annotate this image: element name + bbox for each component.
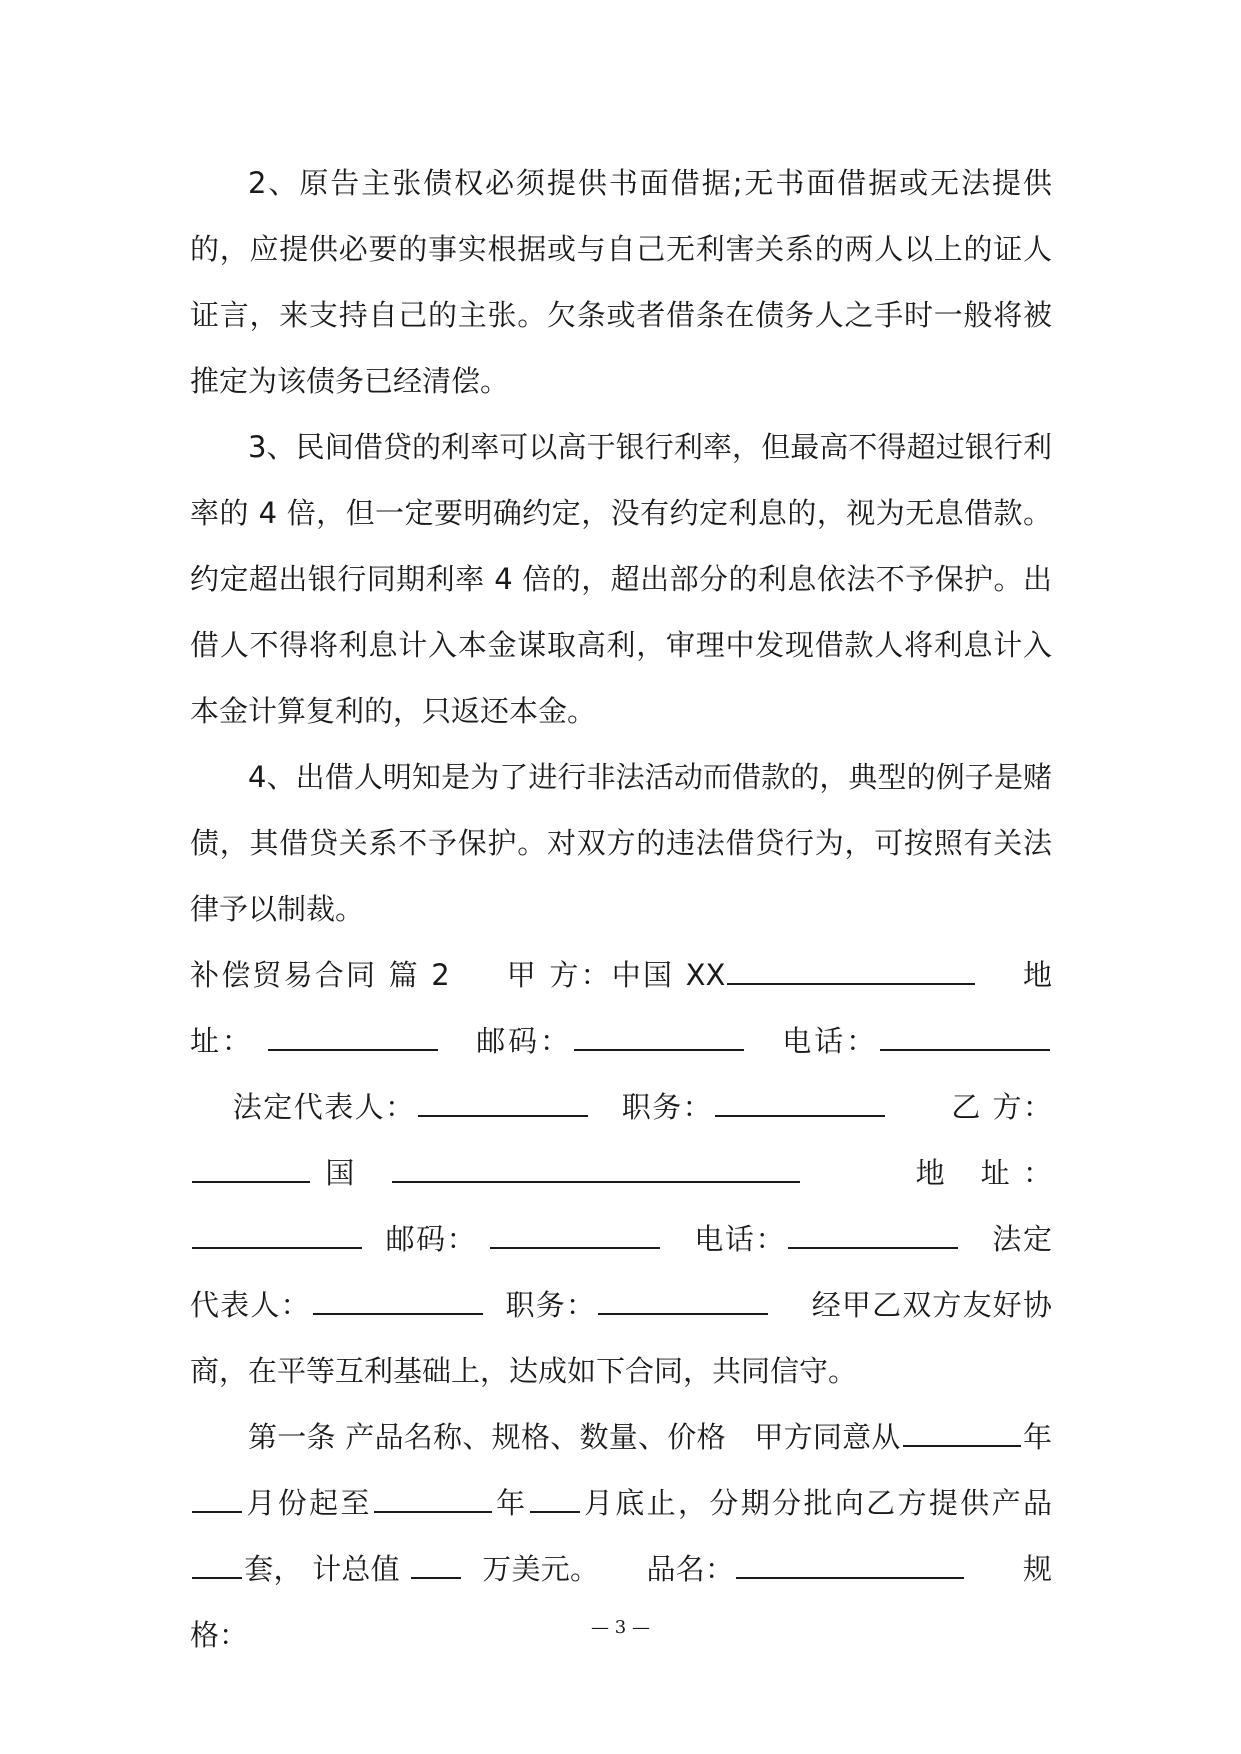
- paragraph-4: 4、出借人明知是为了进行非法活动而借款的，典型的例子是赌债，其借贷关系不予保护。对双方的违法借贷行为，可按照有关法律予以制裁。: [190, 760, 1052, 926]
- party-a-blank: [727, 951, 975, 985]
- article-1-text-a: 甲方同意从: [754, 1420, 901, 1454]
- party-b-postcode-blank: [490, 1215, 660, 1249]
- article-1-text-c: 月底止，分期分批向乙方提供产品: [581, 1486, 1052, 1520]
- party-a-phone-label: 电话：: [782, 1024, 878, 1058]
- party-b-phone-label: 电话：: [694, 1222, 787, 1256]
- start-year-label: 年: [1022, 1420, 1052, 1454]
- end-month-blank: [530, 1479, 580, 1513]
- paragraph-3: 3、民间借贷的利率可以高于银行利率，但最高不得超过银行利率的 4 倍，但一定要明确约定，没有约定利息的，视为无息借款。约定超出银行同期利率 4 倍的，超出部分的利息依法不予保护。出借人不得将利息计入本金谋取高利，审理中发现借款人将利息计入本金计算复利的，只返还本金。: [190, 430, 1052, 728]
- start-month-blank: [192, 1479, 242, 1513]
- party-b-legal-rep-blank: [313, 1281, 483, 1315]
- party-b-position-blank: [598, 1281, 768, 1315]
- article-1-title: 第一条 产品名称、规格、数量、价格: [248, 1420, 726, 1454]
- product-sets-blank: [192, 1545, 242, 1579]
- party-b-label: 乙 方：: [951, 1090, 1052, 1124]
- party-b-name-blank: [392, 1149, 800, 1183]
- party-a-postcode-blank: [574, 1017, 744, 1051]
- page-number: — 3 —: [591, 1617, 650, 1638]
- article-1-text-b: 月份起至: [244, 1486, 372, 1520]
- party-b-legal-rep-label: 法定代表人：: [190, 1222, 1052, 1322]
- party-a-legal-rep-blank: [418, 1083, 588, 1117]
- document-body: [190, 150, 1052, 1668]
- paragraph-2: 2、原告主张债权必须提供书面借据;无书面借据或无法提供的，应提供必要的事实根据或与自己无利害关系的两人以上的证人证言，来支持自己的主张。欠条或者借条在债务人之手时一般将被推定为该债务已经清偿。: [190, 166, 1052, 398]
- spec-label: 规格：: [190, 1552, 1052, 1652]
- party-a-address-blank: [268, 1017, 438, 1051]
- contract-heading: 补偿贸易合同 篇 2: [190, 958, 450, 992]
- product-name-blank: [736, 1545, 964, 1579]
- party-b-position-label: 职务：: [505, 1288, 597, 1322]
- party-b-address-blank: [192, 1215, 362, 1249]
- party-a-postcode-label: 邮码：: [476, 1024, 572, 1058]
- party-b-country-suffix: 国: [312, 1156, 368, 1190]
- contract-intro: 经甲乙双方友好协商，在平等互利基础上，达成如下合同，共同信守。: [190, 1288, 1052, 1388]
- product-name-label: 品名：: [646, 1552, 735, 1586]
- party-a-label: 甲 方：中国 XX: [506, 958, 726, 992]
- total-value-label: 计总值: [312, 1552, 400, 1586]
- contract-header-block: [190, 942, 1052, 1404]
- party-b-postcode-label: 邮码：: [385, 1222, 478, 1256]
- total-value-blank: [411, 1545, 461, 1579]
- party-a-phone-blank: [880, 1017, 1050, 1051]
- end-year-blank: [374, 1479, 492, 1513]
- party-b-address-label: 地 址：: [915, 1156, 1052, 1190]
- usd-label: 万美元。: [482, 1552, 600, 1586]
- party-a-position-blank: [715, 1083, 885, 1117]
- party-a-position-label: 职务：: [621, 1090, 714, 1124]
- party-a-address-label: 地 址：: [190, 958, 1053, 1058]
- party-a-legal-rep-label: 法定代表人：: [232, 1090, 416, 1124]
- sets-label: 套，: [244, 1552, 303, 1586]
- party-b-country-blank: [192, 1149, 310, 1183]
- end-year-label: 年: [493, 1486, 528, 1520]
- start-year-blank: [903, 1413, 1021, 1447]
- party-b-phone-blank: [788, 1215, 958, 1249]
